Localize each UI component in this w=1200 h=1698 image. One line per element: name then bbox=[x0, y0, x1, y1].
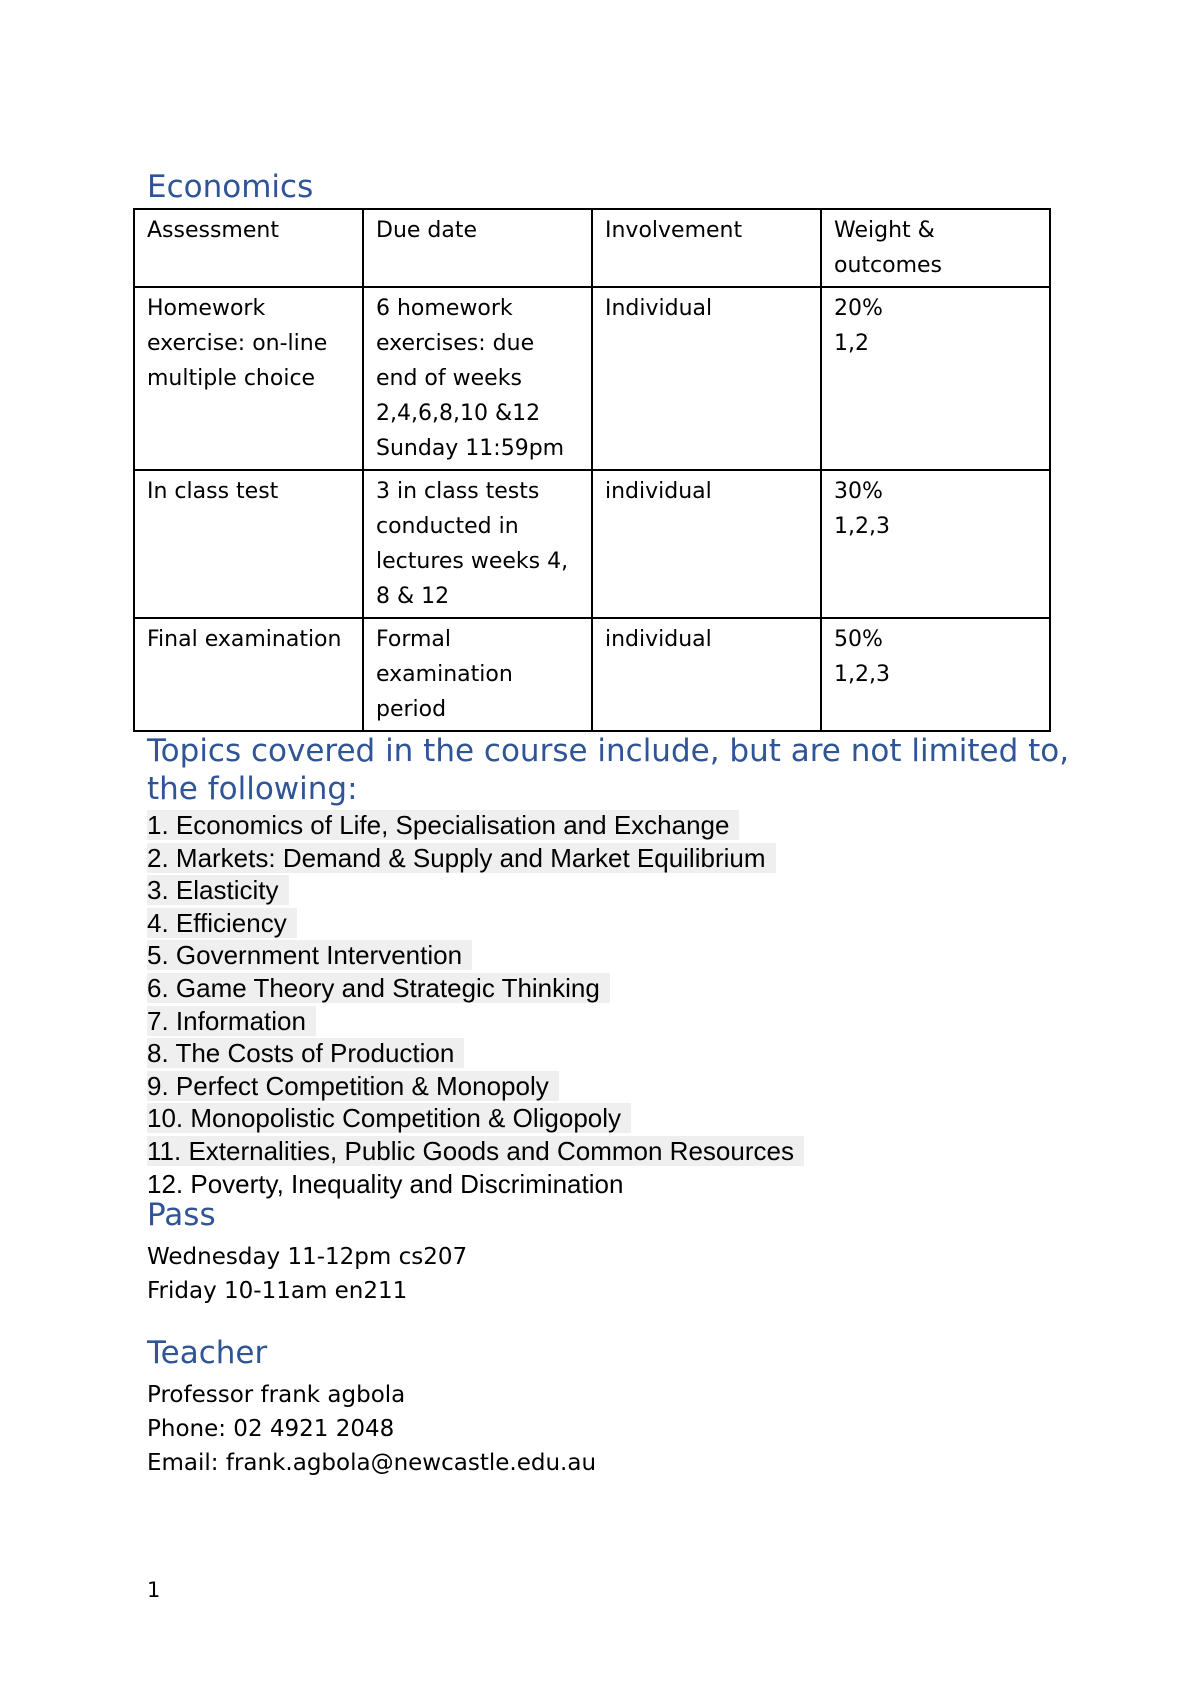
cell-assessment: In class test bbox=[134, 470, 363, 618]
table-row bbox=[134, 618, 1050, 731]
list-item: 10. Monopolistic Competition & Oligopoly bbox=[147, 1102, 804, 1135]
header-due-date: Due date bbox=[363, 209, 592, 287]
cell-involvement: individual bbox=[592, 470, 821, 618]
list-item: 11. Externalities, Public Goods and Common Resources bbox=[147, 1135, 804, 1168]
table-row bbox=[134, 287, 1050, 470]
page-number: 1 bbox=[147, 1578, 161, 1602]
list-item: 8. The Costs of Production bbox=[147, 1037, 804, 1070]
teacher-email[interactable]: Email: frank.agbola@newcastle.edu.au bbox=[147, 1450, 597, 1476]
table-row bbox=[134, 470, 1050, 618]
list-item: 7. Information bbox=[147, 1005, 804, 1038]
cell-involvement: individual bbox=[592, 618, 821, 731]
teacher-name: Professor frank agbola bbox=[147, 1382, 406, 1408]
cell-weight: 20% 1,2 bbox=[821, 287, 1050, 470]
pass-heading: Pass bbox=[147, 1197, 216, 1233]
cell-weight: 50% 1,2,3 bbox=[821, 618, 1050, 731]
list-item: 9. Perfect Competition & Monopoly bbox=[147, 1070, 804, 1103]
cell-due-date: Formal examination period bbox=[363, 618, 592, 731]
cell-assessment: Homework exercise: on-line multiple choice bbox=[134, 287, 363, 470]
teacher-phone: Phone: 02 4921 2048 bbox=[147, 1416, 395, 1442]
list-item: 1. Economics of Life, Specialisation and Exchange bbox=[147, 809, 804, 842]
topics-list bbox=[147, 809, 804, 1200]
topics-heading: Topics covered in the course include, but are not limited to, the following: bbox=[147, 733, 1070, 807]
list-item: 3. Elasticity bbox=[147, 874, 804, 907]
cell-involvement: Individual bbox=[592, 287, 821, 470]
pass-schedule bbox=[147, 1240, 467, 1308]
assessment-table bbox=[133, 208, 1051, 732]
list-item: 4. Efficiency bbox=[147, 907, 804, 940]
teacher-details bbox=[147, 1378, 596, 1480]
cell-weight: 30% 1,2,3 bbox=[821, 470, 1050, 618]
list-item: 2. Markets: Demand & Supply and Market Equilibrium bbox=[147, 842, 804, 875]
header-involvement: Involvement bbox=[592, 209, 821, 287]
cell-assessment: Final examination bbox=[134, 618, 363, 731]
pass-session: Friday 10-11am en211 bbox=[147, 1278, 408, 1304]
list-item: 5. Government Intervention bbox=[147, 939, 804, 972]
cell-due-date: 3 in class tests conducted in lectures weeks 4, 8 & 12 bbox=[363, 470, 592, 618]
pass-session: Wednesday 11-12pm cs207 bbox=[147, 1244, 468, 1270]
header-assessment: Assessment bbox=[134, 209, 363, 287]
list-item: 12. Poverty, Inequality and Discrimination bbox=[147, 1168, 624, 1199]
list-item: 6. Game Theory and Strategic Thinking bbox=[147, 972, 804, 1005]
table-header-row bbox=[134, 209, 1050, 287]
cell-due-date: 6 homework exercises: due end of weeks 2,4,6,8,10 &12 Sunday 11:59pm bbox=[363, 287, 592, 470]
header-weight-outcomes: Weight & outcomes bbox=[821, 209, 1050, 287]
teacher-heading: Teacher bbox=[147, 1335, 268, 1371]
page-title: Economics bbox=[147, 169, 314, 205]
